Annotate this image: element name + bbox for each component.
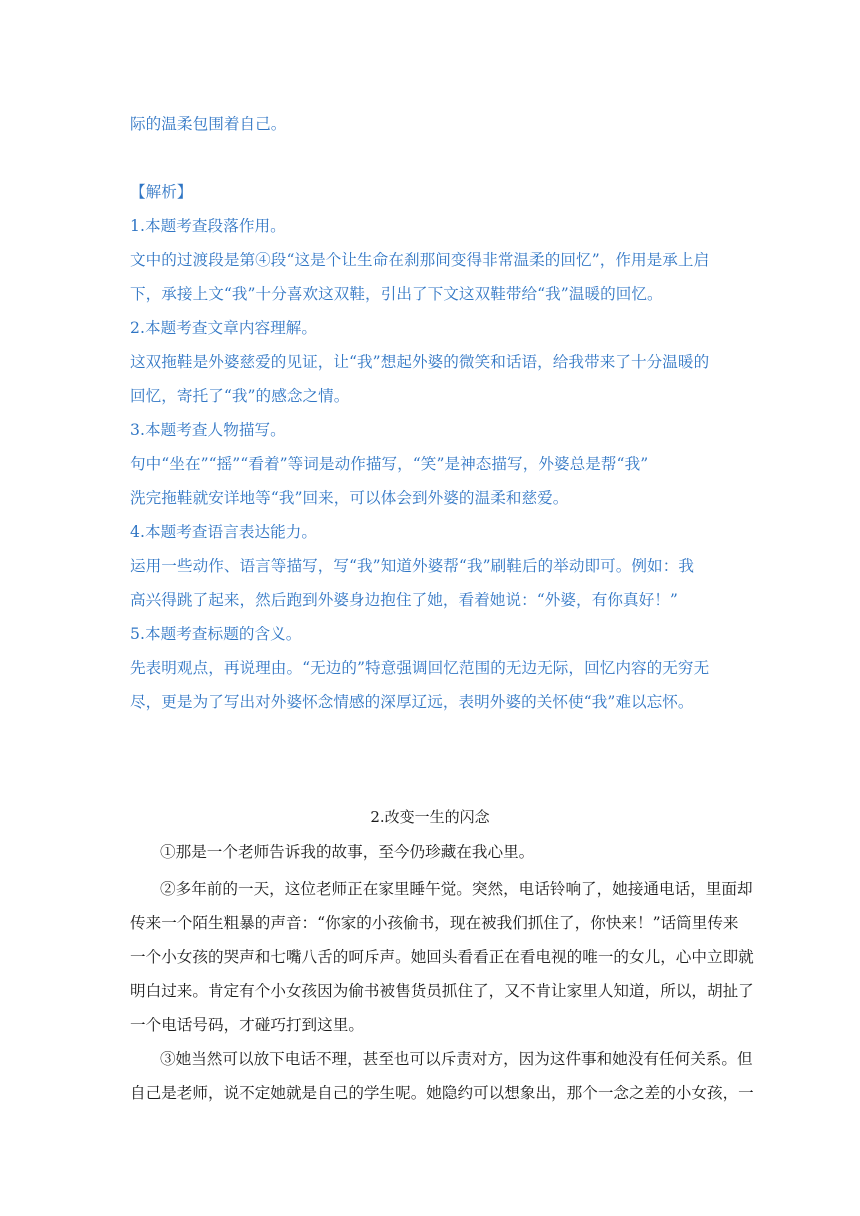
item-2-line-1: 这双拖鞋是外婆慈爱的见证，让“我”想起外婆的微笑和话语，给我带来了十分温暖的 [130, 353, 710, 371]
paragraph-2-line-1: ②多年前的一天，这位老师正在家里睡午觉。突然，电话铃响了，她接通电话，里面却 [160, 880, 753, 898]
paragraph-2-line-5: 一个电话号码，才碰巧打到这里。 [130, 1016, 364, 1034]
item-4-line-2: 高兴得跳了起来，然后跑到外婆身边抱住了她，看着她说：“外婆，有你真好！” [130, 591, 678, 609]
analysis-heading: 【解析】 [130, 183, 193, 201]
item-1-label: 1.本题考查段落作用。 [130, 217, 286, 235]
item-5-label: 5.本题考查标题的含义。 [130, 625, 302, 643]
carryover-line: 际的温柔包围着自己。 [130, 115, 287, 133]
paragraph-2-line-4: 明白过来。肯定有个小女孩因为偷书被售货员抓住了，又不肯让家里人知道，所以，胡扯了 [130, 982, 754, 1000]
item-3-label: 3.本题考查人物描写。 [130, 421, 286, 439]
item-1-line-1: 文中的过渡段是第④段“这是个让生命在刹那间变得非常温柔的回忆”，作用是承上启 [130, 251, 710, 269]
paragraph-3-line-1: ③她当然可以放下电话不理，甚至也可以斥责对方，因为这件事和她没有任何关系。但 [160, 1050, 753, 1068]
paragraph-1-line-1: ①那是一个老师告诉我的故事，至今仍珍藏在我心里。 [160, 843, 535, 861]
item-2-label: 2.本题考查文章内容理解。 [130, 319, 318, 337]
item-3-line-1: 句中“坐在”“摇”“看着”等词是动作描写，“笑”是神态描写，外婆总是帮“我” [130, 455, 649, 473]
item-5-line-2: 尽，更是为了写出对外婆怀念情感的深厚辽远，表明外婆的关怀使“我”难以忘怀。 [130, 693, 694, 711]
paragraph-2-line-2: 传来一个陌生粗暴的声音：“你家的小孩偷书，现在被我们抓住了，你快来！”话筒里传来 [130, 914, 739, 932]
item-5-line-1: 先表明观点，再说理由。“无边的”特意强调回忆范围的无边无际，回忆内容的无穷无 [130, 659, 710, 677]
item-2-line-2: 回忆，寄托了“我”的感念之情。 [130, 387, 350, 405]
item-4-line-1: 运用一些动作、语言等描写，写“我”知道外婆帮“我”刷鞋后的举动即可。例如：我 [130, 557, 694, 575]
item-1-line-2: 下，承接上文“我”十分喜欢这双鞋，引出了下文这双鞋带给“我”温暖的回忆。 [130, 285, 663, 303]
paragraph-2-line-3: 一个小女孩的哭声和七嘴八舌的呵斥声。她回头看看正在看电视的唯一的女儿，心中立即就 [130, 948, 754, 966]
item-3-line-2: 洗完拖鞋就安详地等“我”回来，可以体会到外婆的温柔和慈爱。 [130, 489, 569, 507]
passage-title: 2.改变一生的闪念 [370, 808, 490, 826]
item-4-label: 4.本题考查语言表达能力。 [130, 523, 318, 541]
paragraph-3-line-2: 自己是老师，说不定她就是自己的学生呢。她隐约可以想象出，那个一念之差的小女孩，一 [130, 1084, 754, 1102]
